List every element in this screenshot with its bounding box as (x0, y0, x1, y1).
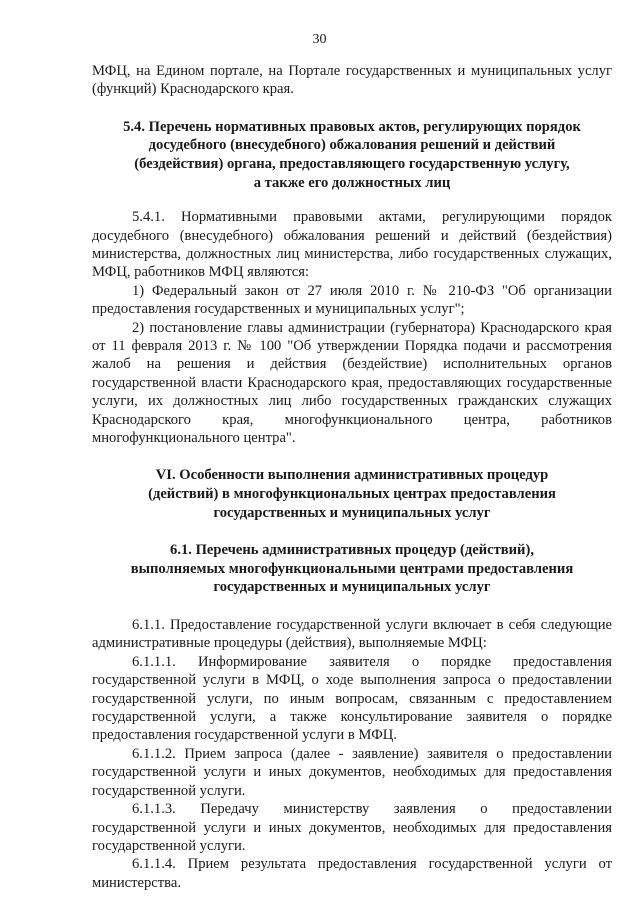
heading-line: досудебного (внесудебного) обжалования решений и действий (148, 137, 556, 154)
page-content (92, 62, 612, 892)
heading-line: выполняемых многофункциональными центрами предоставления (130, 560, 574, 577)
heading-line: (действий) в многофункциональных центрах предоставления (148, 486, 556, 503)
section-5-4-heading (92, 118, 612, 192)
heading-line: 6.1. Перечень административных процедур (действий), (170, 542, 534, 559)
section-vi-heading (92, 466, 612, 522)
paragraph-6-1-1: 6.1.1. Предоставление государственной услуги включает в себя следующие административные процедуры (действия), выполняемые МФЦ: (92, 617, 612, 652)
paragraph-6-1-1-2: 6.1.1.2. Прием запроса (далее - заявление) заявителя о предоставлении государственной услуги и иных документов, необходимых для предоставления государственной услуги. (92, 745, 612, 799)
list-item-2: 2) постановление главы администрации (губернатора) Краснодарского края от 11 февраля 2013 г. № 100 "Об утверждении Порядка подачи и рассмотрения жалоб на решения и действия (бездействие) исполнительных органов государственной власти Краснодарского края, предоставляющих государственные услуги, их должностных лиц либо государственных гражданских служащих Краснодарского края, многофункционального центра, работников многофункционального центра". (92, 319, 612, 447)
paragraph-5-4-1: 5.4.1. Нормативными правовыми актами, регулирующими порядок досудебного (внесудебного) обжалования решений и действий (бездействия) министерства, должностных лиц министерства, либо государственных служащих, МФЦ, работников МФЦ являются: (92, 209, 612, 281)
heading-line: (бездействия) органа, предоставляющего государственную услугу, (134, 156, 570, 172)
list-item-1: 1) Федеральный закон от 27 июля 2010 г. № 210-ФЗ "Об организации предоставления государственных и муниципальных услуг"; (92, 282, 612, 318)
heading-line: VI. Особенности выполнения административных процедур (155, 467, 549, 484)
intro-continuation-paragraph: МФЦ, на Едином портале, на Портале государственных и муниципальных услуг (функций) Краснодарского края. (92, 63, 612, 98)
paragraph-6-1-1-4: 6.1.1.4. Прием результата предоставления государственной услуги от министерства. (92, 856, 612, 891)
paragraph-6-1-1-1: 6.1.1.1. Информирование заявителя о порядке предоставления государственной услуги в МФЦ, о ходе выполнения запроса о предоставлении государственной услуги, по иным вопросам, связанным с предоставлением государственной услуги, а также консультирование заявителя о порядке предоставления государственной услуги в МФЦ. (92, 653, 612, 744)
heading-line: государственных и муниципальных услуг (213, 579, 491, 596)
paragraph-6-1-1-3: 6.1.1.3. Передачу министерству заявления о предоставлении государственной услуги и иных документов, необходимых для предоставления государственной услуги. (92, 801, 612, 854)
heading-line: 5.4. Перечень нормативных правовых актов, регулирующих порядок (123, 118, 581, 135)
heading-line: а также его должностных лиц (253, 174, 451, 191)
heading-line: государственных и муниципальных услуг (213, 504, 491, 521)
page-number: 30 (312, 32, 327, 47)
section-6-1-heading (92, 541, 612, 597)
